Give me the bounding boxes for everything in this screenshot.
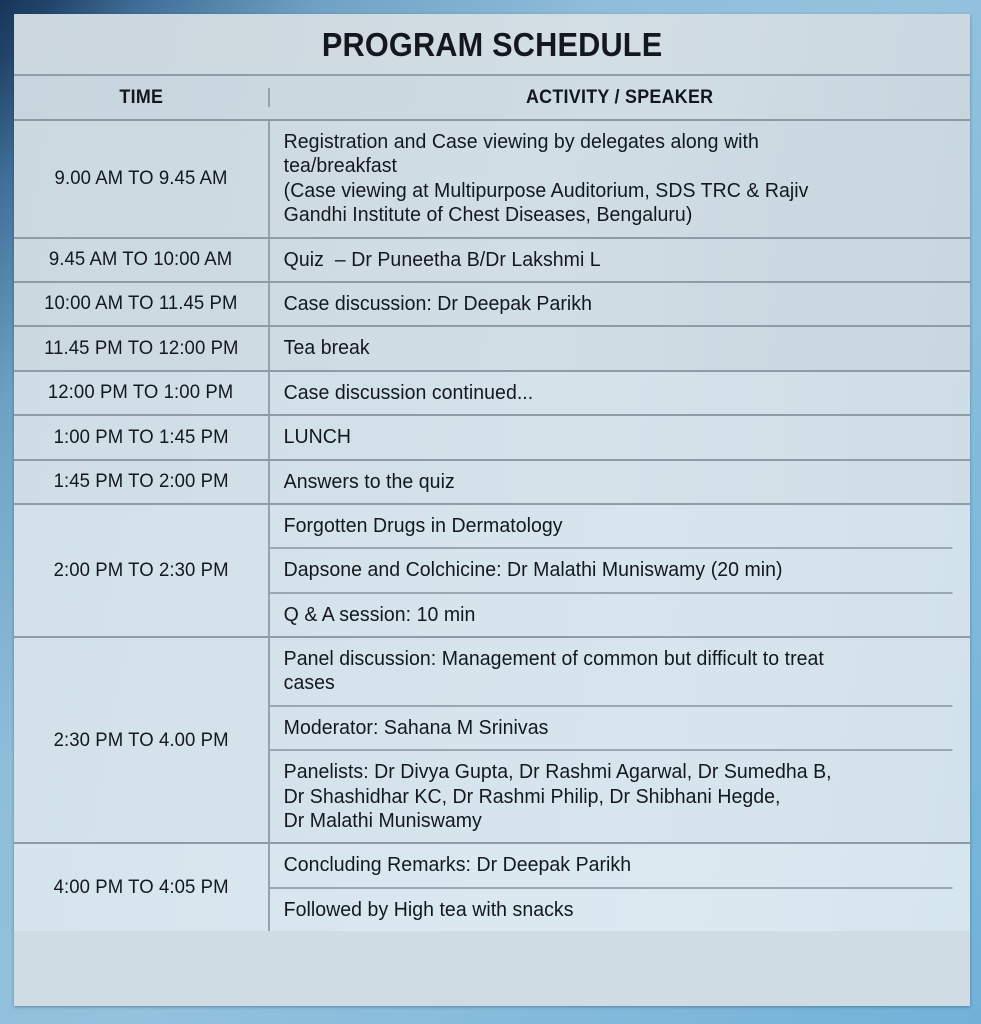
cell-time [14, 239, 270, 281]
activity-line: Gandhi Institute of Chest Diseases, Bengaluru) [283, 204, 693, 227]
activity-block [270, 327, 953, 369]
table-row [14, 416, 970, 460]
poster-title-row [14, 14, 970, 76]
cell-activity [270, 327, 970, 369]
cell-time [14, 416, 270, 458]
time-value: 2:00 PM TO 2:30 PM [53, 558, 229, 581]
activity-block [270, 372, 953, 414]
activity-line: Followed by High tea with snacks [283, 898, 574, 921]
page-title: PROGRAM SCHEDULE [321, 25, 663, 63]
time-value: 1:45 PM TO 2:00 PM [53, 470, 229, 493]
table-row [14, 372, 970, 416]
table-row [14, 239, 970, 283]
activity-line: (Case viewing at Multipurpose Auditorium, SDS TRC & Rajiv [283, 179, 809, 202]
time-value: 2:30 PM TO 4.00 PM [53, 728, 229, 751]
activity-line: Case discussion continued... [283, 381, 534, 404]
cell-activity [270, 844, 970, 931]
cell-activity [270, 121, 970, 237]
activity-line: tea/breakfast [283, 155, 398, 178]
activity-block [270, 505, 953, 547]
activity-line: LUNCH [283, 426, 352, 449]
activity-line: Registration and Case viewing by delegates along with [283, 131, 759, 153]
cell-time [14, 638, 270, 842]
activity-line: Answers to the quiz [283, 470, 455, 493]
schedule-rows [14, 121, 970, 931]
activity-block [270, 844, 953, 886]
time-value: 10:00 AM TO 11.45 PM [44, 292, 238, 315]
activity-block [270, 547, 953, 591]
activity-line: Dr Malathi Muniswamy [283, 810, 482, 833]
cell-time [14, 372, 270, 414]
activity-block [270, 887, 953, 931]
cell-activity [270, 416, 970, 458]
time-value: 12:00 PM TO 1:00 PM [48, 381, 234, 404]
cell-activity [270, 461, 970, 503]
cell-time [14, 327, 270, 369]
cell-time [14, 844, 270, 931]
column-header-activity: ACTIVITY / SPEAKER [526, 87, 714, 108]
header-cell-time [14, 88, 270, 107]
table-row [14, 505, 970, 638]
table-row [14, 327, 970, 371]
activity-line: Case discussion: Dr Deepak Parikh [283, 292, 592, 315]
activity-block [270, 638, 953, 705]
cell-time [14, 283, 270, 325]
schedule-table [14, 14, 970, 1006]
activity-line: Tea break [283, 337, 370, 360]
cell-activity [270, 239, 970, 281]
activity-line: Dapsone and Colchicine: Dr Malathi Muniswamy (20 min) [283, 559, 783, 582]
table-header-row [14, 76, 970, 121]
cell-activity [270, 638, 970, 842]
activity-block [270, 283, 953, 325]
activity-block [270, 461, 953, 503]
cell-time [14, 505, 270, 636]
cell-activity [270, 372, 970, 414]
activity-line: cases [283, 672, 335, 695]
activity-line: Dr Shashidhar KC, Dr Rashmi Philip, Dr Shibhani Hegde, [283, 785, 781, 808]
table-row [14, 283, 970, 327]
activity-block [270, 592, 953, 636]
table-row [14, 638, 970, 844]
activity-line: Panelists: Dr Divya Gupta, Dr Rashmi Agarwal, Dr Sumedha B, [283, 761, 832, 784]
activity-line: Quiz – Dr Puneetha B/Dr Lakshmi L [283, 248, 601, 271]
activity-block [270, 416, 953, 458]
time-value: 9.45 AM TO 10:00 AM [49, 248, 233, 271]
time-value: 4:00 PM TO 4:05 PM [53, 876, 229, 899]
activity-block [270, 749, 953, 842]
time-value: 1:00 PM TO 1:45 PM [53, 425, 229, 448]
cell-activity [270, 283, 970, 325]
activity-block [270, 705, 953, 749]
column-header-time: TIME [119, 87, 163, 108]
activity-line: Q & A session: 10 min [283, 603, 476, 626]
time-value: 9.00 AM TO 9.45 AM [54, 167, 228, 190]
table-row [14, 844, 970, 931]
activity-block [270, 121, 953, 237]
activity-line: Moderator: Sahana M Srinivas [283, 716, 549, 739]
activity-block [270, 239, 953, 281]
table-row [14, 121, 970, 239]
table-row [14, 461, 970, 505]
cell-time [14, 461, 270, 503]
activity-line: Forgotten Drugs in Dermatology [283, 514, 563, 537]
activity-line: Panel discussion: Management of common but difficult to treat [283, 648, 824, 671]
activity-line: Concluding Remarks: Dr Deepak Parikh [283, 854, 632, 877]
time-value: 11.45 PM TO 12:00 PM [43, 336, 239, 359]
cell-time [14, 121, 270, 237]
header-cell-activity [270, 88, 970, 107]
cell-activity [270, 505, 970, 636]
